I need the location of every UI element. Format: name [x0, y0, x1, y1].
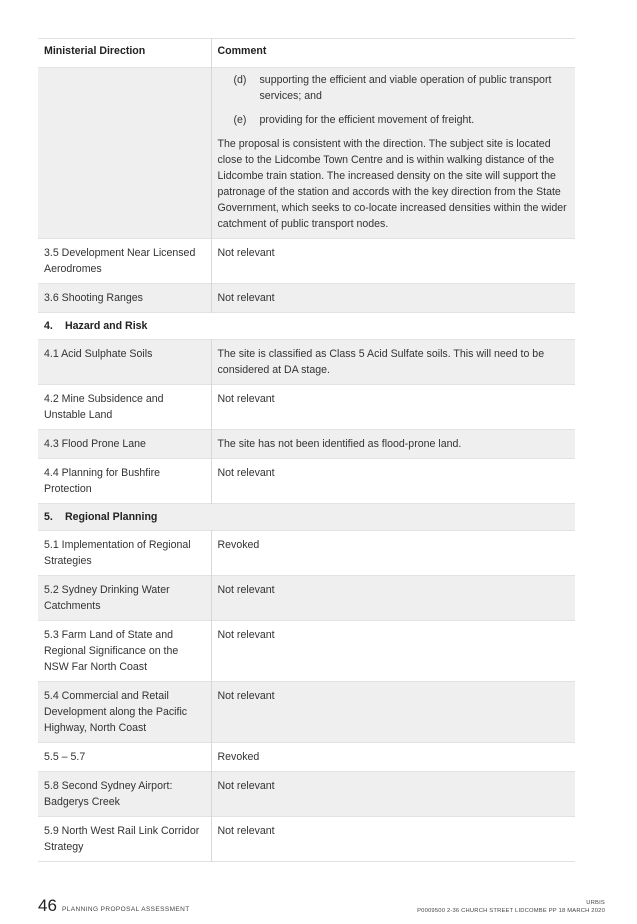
table-cell-direction: 4.2 Mine Subsidence and Unstable Land [38, 385, 211, 430]
table-cell-direction: 4.4 Planning for Bushfire Protection [38, 459, 211, 504]
table-header-row [38, 39, 575, 68]
table-cell-direction: 3.5 Development Near Licensed Aerodromes [38, 239, 211, 284]
section-heading [38, 504, 575, 531]
table-row [38, 340, 575, 385]
table-cell-direction: 5.5 – 5.7 [38, 743, 211, 772]
section-heading [38, 313, 575, 340]
table-cell-direction: 3.6 Shooting Ranges [38, 284, 211, 313]
table-row [38, 385, 575, 430]
table-cell-comment: The site is classified as Class 5 Acid Sulfate soils. This will need to be considered at DA stage. [211, 340, 575, 385]
table-row [38, 817, 575, 862]
list-label: (e) [233, 114, 247, 126]
section-row-regional-planning [38, 504, 575, 531]
table-cell-comment: Not relevant [211, 682, 575, 743]
footer-document-ref: P0009500 2-36 CHURCH STREET LIDCOMBE PP 18 MARCH 2020 [417, 908, 605, 914]
table-cell-comment: Not relevant [211, 621, 575, 682]
header-comment: Comment [211, 39, 575, 68]
table-row [38, 284, 575, 313]
footer-document-info [417, 899, 605, 915]
list-item-e [218, 112, 570, 128]
table-row [38, 621, 575, 682]
page-footer [38, 896, 605, 918]
table-row [38, 743, 575, 772]
table-cell-comment: Not relevant [211, 817, 575, 862]
table-cell-direction: 4.1 Acid Sulphate Soils [38, 340, 211, 385]
table-cell-direction [38, 68, 211, 239]
list-item-d [218, 72, 570, 104]
table-row [38, 430, 575, 459]
table-cell-direction: 5.1 Implementation of Regional Strategies [38, 531, 211, 576]
table-cell-direction: 5.3 Farm Land of State and Regional Significance on the NSW Far North Coast [38, 621, 211, 682]
table-cell-comment: Not relevant [211, 239, 575, 284]
table-cell-direction: 4.3 Flood Prone Lane [38, 430, 211, 459]
table-row-continuation [38, 68, 575, 239]
ministerial-directions-table [38, 38, 575, 862]
table-row [38, 531, 575, 576]
consistency-paragraph: The proposal is consistent with the direction. The subject site is located close to the Lidcombe Town Centre and is within walking distance of the Lidcombe train station. The increased density on the site will support the patronage of the station and accords with the key direction from the State Government, which seeks to co-locate increased densities within the wider catchment of public transport nodes. [217, 138, 567, 230]
table-cell-direction: 5.9 North West Rail Link Corridor Strategy [38, 817, 211, 862]
section-title: Hazard and Risk [65, 320, 148, 332]
footer-section-title: PLANNING PROPOSAL ASSESSMENT [62, 906, 190, 913]
table-row [38, 772, 575, 817]
table-cell-comment: Not relevant [211, 772, 575, 817]
page-number: 46 [38, 896, 57, 915]
table-cell-comment: Revoked [211, 743, 575, 772]
list-text: supporting the efficient and viable operation of public transport services; and [259, 74, 552, 102]
table-cell-direction: 5.4 Commercial and Retail Development along the Pacific Highway, North Coast [38, 682, 211, 743]
list-label: (d) [233, 74, 247, 86]
table-row [38, 459, 575, 504]
section-row-hazard-and-risk [38, 313, 575, 340]
table-row [38, 682, 575, 743]
section-number: 4. [44, 320, 53, 332]
table-cell-comment: Not relevant [211, 576, 575, 621]
table-cell-direction: 5.8 Second Sydney Airport: Badgerys Creek [38, 772, 211, 817]
table-row [38, 576, 575, 621]
section-title: Regional Planning [65, 511, 158, 523]
table-cell-direction: 5.2 Sydney Drinking Water Catchments [38, 576, 211, 621]
list-text: providing for the efficient movement of freight. [259, 114, 475, 126]
section-number: 5. [44, 511, 53, 523]
table-cell-comment: Revoked [211, 531, 575, 576]
table-cell-comment: Not relevant [211, 284, 575, 313]
table-cell-comment [211, 68, 575, 239]
table-row [38, 239, 575, 284]
table-cell-comment: The site has not been identified as flood-prone land. [211, 430, 575, 459]
header-ministerial-direction: Ministerial Direction [38, 39, 211, 68]
table-cell-comment: Not relevant [211, 385, 575, 430]
footer-company: URBIS [586, 900, 605, 906]
table-cell-comment: Not relevant [211, 459, 575, 504]
ministerial-directions-table-wrap [38, 38, 575, 862]
